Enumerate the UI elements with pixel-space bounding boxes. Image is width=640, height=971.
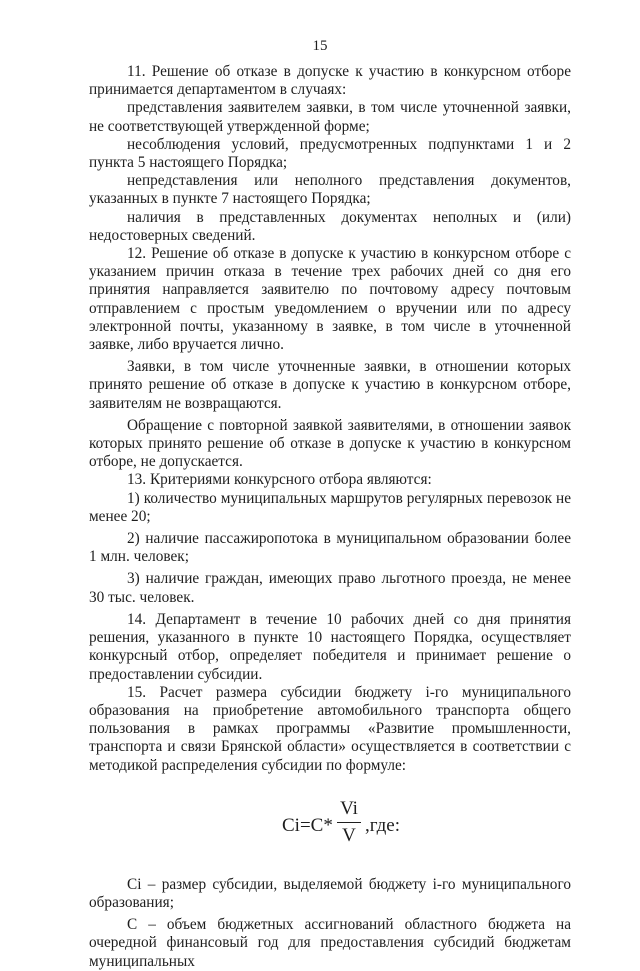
formula-lhs: Ci=C* [282,814,333,836]
criterion-3: 3) наличие граждан, имеющих право льготного проезда, не менее 30 тыс. человек. [89,570,571,606]
paragraph-11-case-4: наличия в представленных документах неполных и (или) недостоверных сведений. [89,208,571,244]
paragraph-11-case-1: представления заявителем заявки, в том числе уточненной заявки, не соответствующей утвержденной форме; [89,99,571,135]
paragraph-12-repeat: Обращение с повторной заявкой заявителями, в отношении заявок которых принято решение об отказе в допуске к участию в конкурсном отборе, не допускается. [89,416,571,471]
page-number: 15 [312,38,328,54]
criterion-1: 1) количество муниципальных маршрутов регулярных перевозок не менее 20; [89,489,571,525]
paragraph-12-applications: Заявки, в том числе уточненные заявки, в отношении которых принято решение об отказе в допуске к участию в конкурсном отборе, заявителям не возвращаются. [89,358,571,412]
paragraph-11-case-3: непредставления или неполного представления документов, указанных в пункте 7 настоящего Порядка; [89,172,571,208]
criterion-2: 2) наличие пассажиропотока в муниципальном образовании более 1 млн. человек; [89,530,571,566]
paragraph-13: 13. Критериями конкурсного отбора являются: [127,471,432,489]
paragraph-11: 11. Решение об отказе в допуске к участию в конкурсном отборе принимается департаментом в случаях: [89,63,571,99]
document-body [89,63,571,971]
formula-numerator: Vi [340,797,358,819]
formula-rhs: ,где: [365,814,400,836]
definition-ci: Ci – размер субсидии, выделяемой бюджету i-го муниципального образования; [89,875,571,911]
paragraph-15: 15. Расчет размера субсидии бюджету i-го муниципального образования на приобретение автомобильного транспорта общего пользования в рамках программы «Развитие промышленности, транспорта и связи Брянской области» осуществляется в соответствии с методикой распределения субсидии по формуле: [89,683,571,774]
fraction-bar [337,822,361,823]
paragraph-11-case-2: несоблюдения условий, предусмотренных подпунктами 1 и 2 пункта 5 настоящего Порядка; [89,135,571,172]
paragraph-14: 14. Департамент в течение 10 рабочих дней со дня принятия решения, указанного в пункте 10 настоящего Порядка, осуществляет конкурсный отбор, определяет победителя и принимает решение о предоставлении субсидии. [89,610,571,683]
paragraph-12: 12. Решение об отказе в допуске к участию в конкурсном отборе с указанием причин отказа в течение трех рабочих дней со дня его принятия направляется заявителю по почтовому адресу почтовым отправлением с простым уведомлением о вручении или по адресу электронной почты, указанному в заявке, в том числе в уточненной заявке, либо вручается лично. [89,245,571,354]
subsidy-formula [89,798,571,856]
formula-denominator: V [342,824,356,846]
formula-fraction [337,798,361,847]
definition-c: С – объем бюджетных ассигнований областного бюджета на очередной финансовый год для предоставления субсидий бюджетам муниципальных [89,916,571,970]
